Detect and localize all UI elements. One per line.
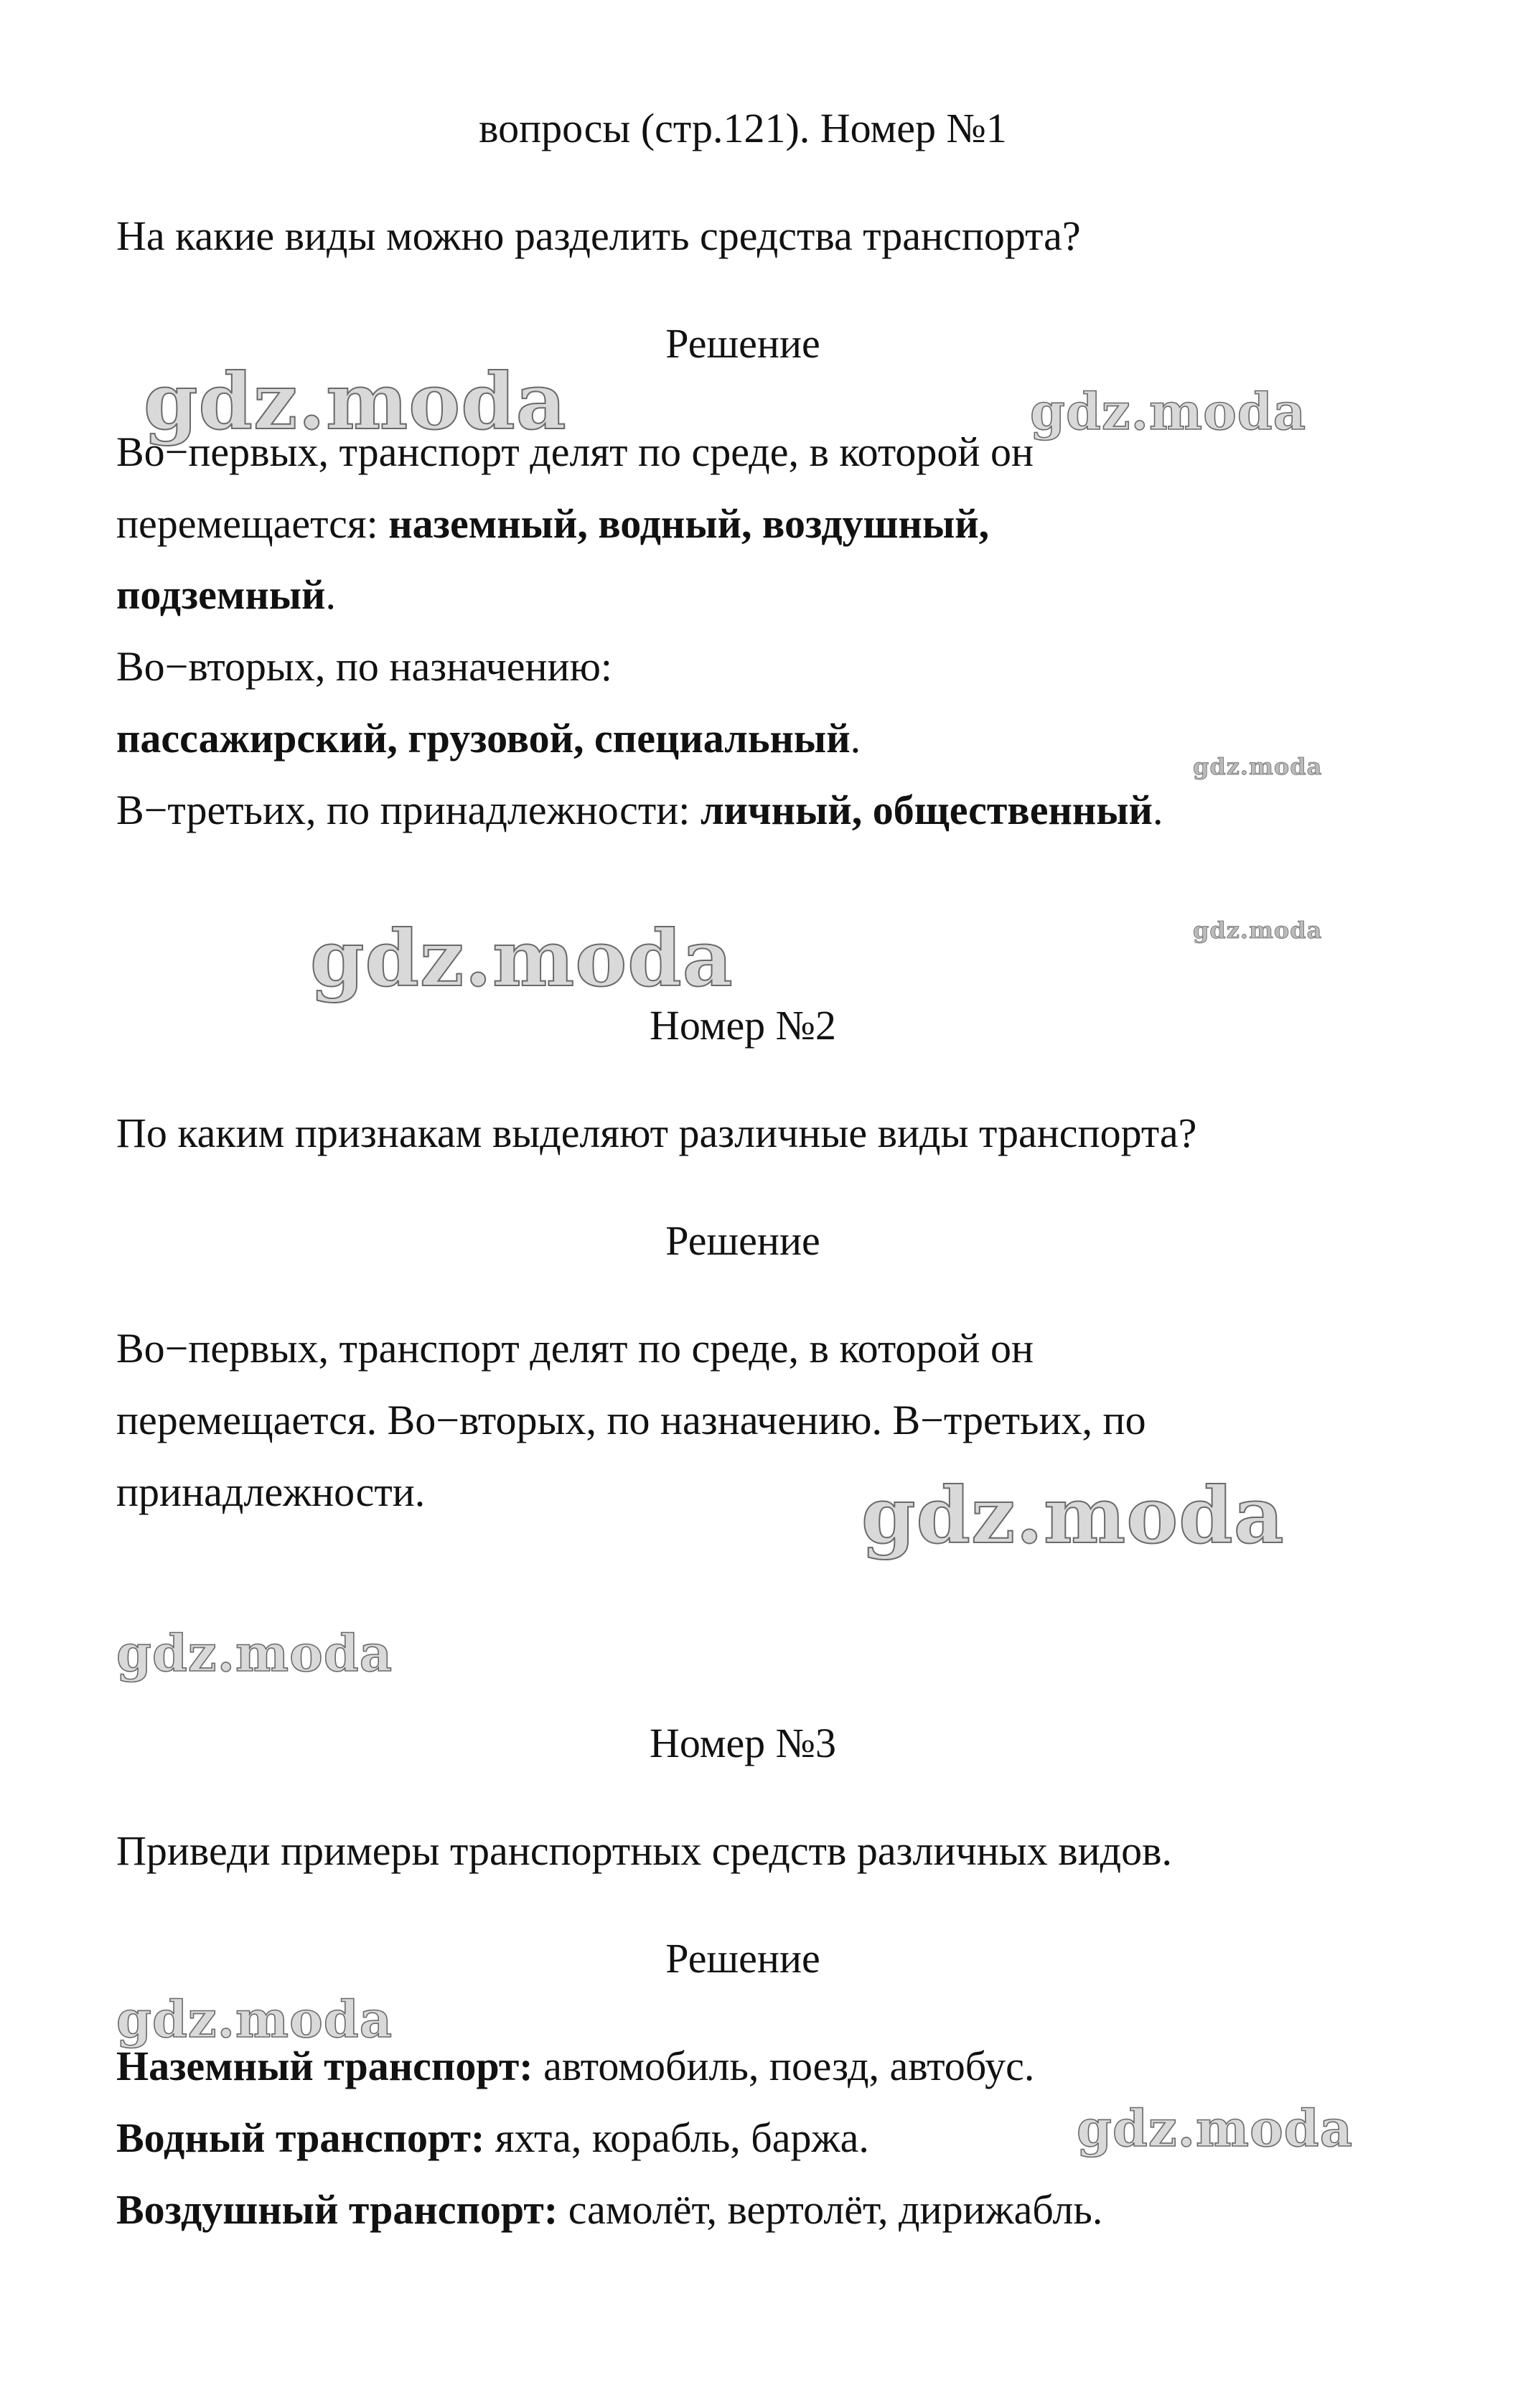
answer-1-line-1: Во−первых, транспорт делят по среде, в которой он bbox=[116, 428, 1034, 475]
watermark: gdz.moda bbox=[1193, 753, 1323, 780]
watermark: gdz.moda bbox=[116, 1624, 393, 1683]
answer-3-item-water: Водный транспорт: яхта, корабль, баржа. bbox=[116, 2114, 869, 2161]
watermark: gdz.moda bbox=[144, 357, 567, 447]
answer-3-item-air: Воздушный транспорт: самолёт, вертолёт, дирижабль. bbox=[116, 2186, 1103, 2233]
solution-3-label: Решение bbox=[665, 1935, 820, 1982]
answer-1-line-3: подземный. bbox=[116, 571, 336, 618]
answer-2-line-3: принадлежности. bbox=[116, 1468, 426, 1515]
answer-3-item-land: Наземный транспорт: автомобиль, поезд, автобус. bbox=[116, 2043, 1035, 2089]
solution-1-label: Решение bbox=[665, 320, 820, 367]
number-3-heading: Номер №3 bbox=[649, 1720, 837, 1766]
answer-1-line-6: В−третьих, по принадлежности: личный, общественный. bbox=[116, 787, 1163, 833]
question-1-text: На какие виды можно разделить средства транспорта? bbox=[116, 212, 1081, 259]
answer-1-line-5: пассажирский, грузовой, специальный. bbox=[116, 715, 861, 762]
question-3-text: Приведи примеры транспортных средств различных видов. bbox=[116, 1827, 1173, 1874]
watermark: gdz.moda bbox=[1077, 2099, 1354, 2158]
number-2-heading: Номер №2 bbox=[649, 1002, 837, 1049]
solution-2-label: Решение bbox=[665, 1217, 820, 1264]
answer-1-line-4: Во−вторых, по назначению: bbox=[116, 643, 613, 690]
page-header: вопросы (стр.121). Номер №1 bbox=[479, 105, 1007, 151]
answer-2-line-2: перемещается. Во−вторых, по назначению. В−третьих, по bbox=[116, 1397, 1146, 1443]
watermark: gdz.moda bbox=[310, 914, 734, 1004]
watermark: gdz.moda bbox=[116, 1990, 393, 2049]
watermark: gdz.moda bbox=[1193, 917, 1323, 944]
watermark: gdz.moda bbox=[1030, 382, 1307, 441]
question-2-text: По каким признакам выделяют различные виды транспорта? bbox=[116, 1110, 1197, 1156]
watermark: gdz.moda bbox=[861, 1471, 1285, 1561]
answer-1-line-2: перемещается: наземный, водный, воздушный, bbox=[116, 500, 990, 547]
answer-2-line-1: Во−первых, транспорт делят по среде, в которой он bbox=[116, 1325, 1034, 1372]
